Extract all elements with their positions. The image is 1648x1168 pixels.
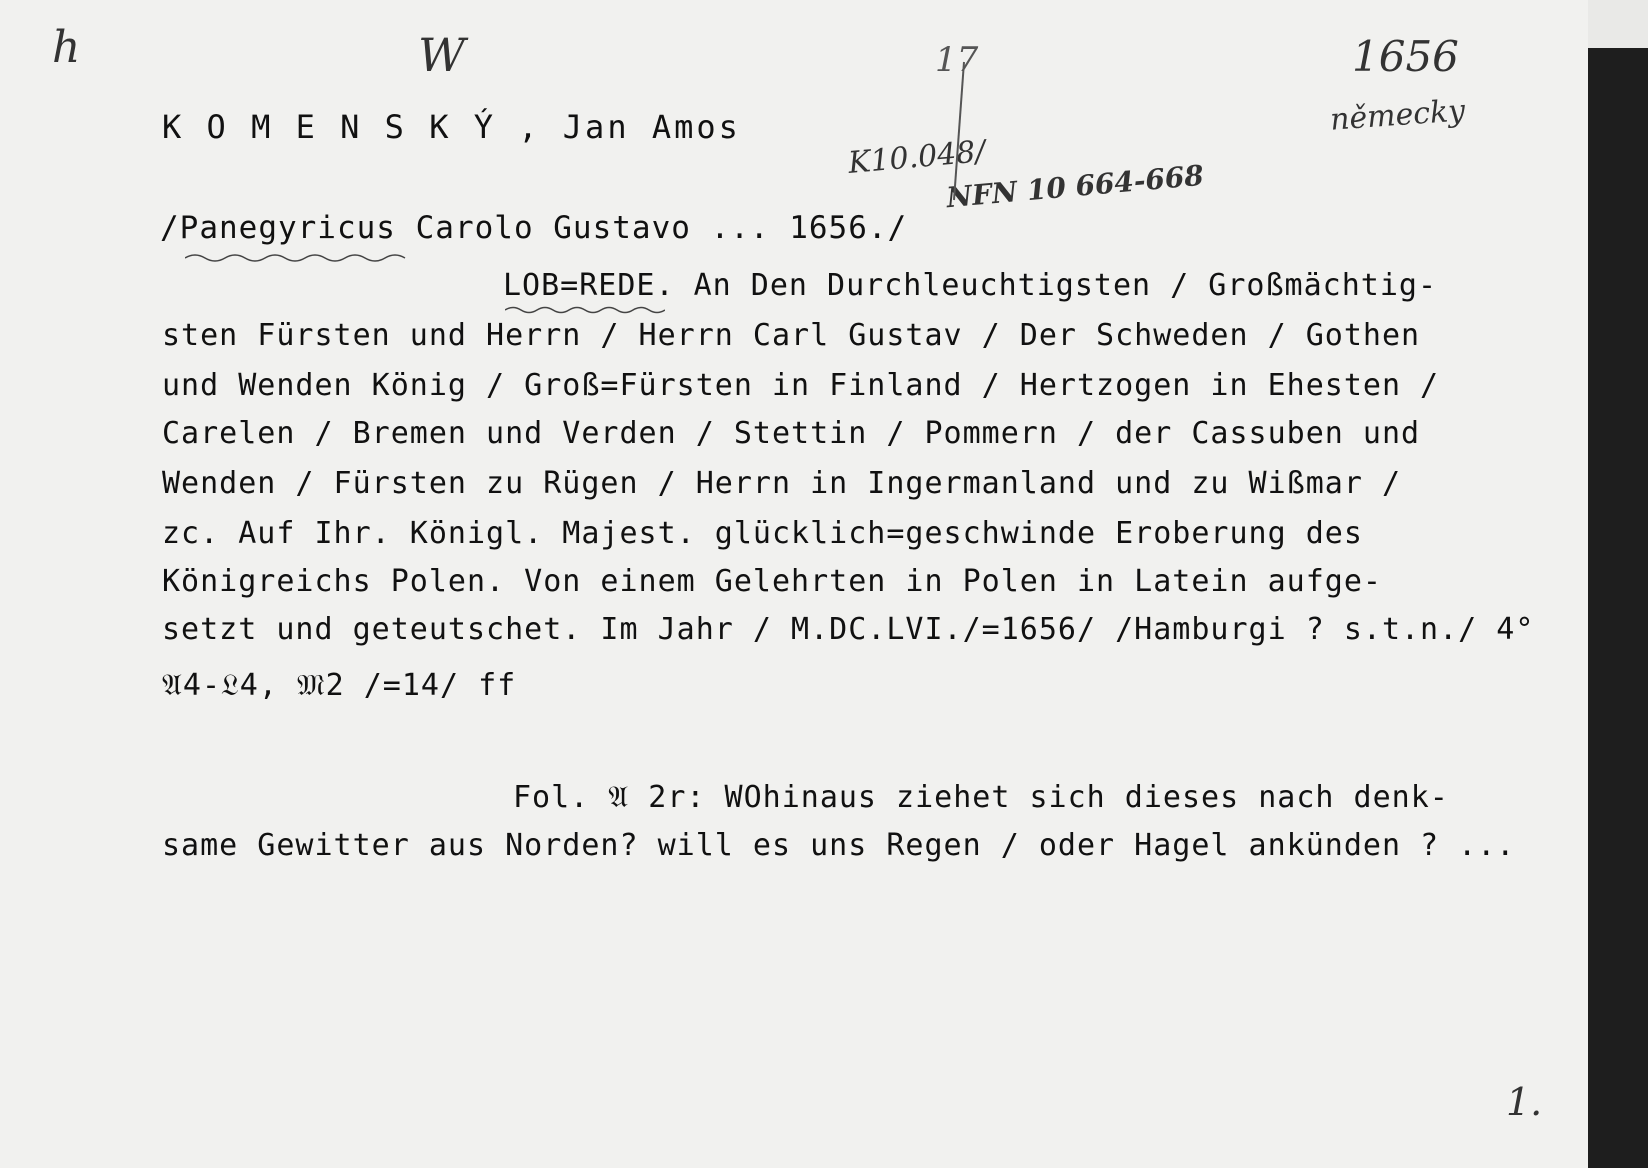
uniform-title: /Panegyricus Carolo Gustavo ... 1656./ <box>160 210 908 246</box>
body-line: Wenden / Fürsten zu Rügen / Herrn in Ingermanland und zu Wißmar / <box>162 466 1401 501</box>
body-line: Carelen / Bremen und Verden / Stettin / Pommern / der Cassuben und <box>162 416 1421 451</box>
lobrede-underline <box>505 305 665 315</box>
handwritten-shelfmark-1: K10.048/ <box>846 134 987 181</box>
handwritten-shelfmark-2: NFN 10 664-668 <box>945 158 1205 215</box>
scan-border <box>1588 0 1648 1168</box>
body-line: setzt und geteutschet. Im Jahr / M.DC.LVI./=1656/ /Hamburgi ? s.t.n./ 4° <box>162 612 1535 647</box>
body-line: und Wenden König / Groß=Fürsten in Finland / Hertzogen in Ehesten / <box>162 368 1440 403</box>
body-line: LOB=REDE. An Den Durchleuchtigsten / Großmächtig- <box>503 268 1438 303</box>
title-underline <box>185 252 415 264</box>
handwritten-mark-h: h <box>52 22 81 73</box>
handwritten-year: 1656 <box>1352 32 1459 81</box>
pen-stroke <box>944 60 974 210</box>
body-line: Königreichs Polen. Von einem Gelehrten in Polen in Latein aufge- <box>162 564 1382 599</box>
incipit-line: Fol. 𝔄 2r: WOhinaus ziehet sich dieses nach denk- <box>513 780 1449 815</box>
handwritten-mark-w: W <box>418 28 466 82</box>
body-line: zc. Auf Ihr. Königl. Majest. glücklich=geschwinde Eroberung des <box>162 516 1363 551</box>
author-heading: K O M E N S K Ý , Jan Amos <box>162 108 741 146</box>
scan-border-top <box>1588 0 1648 48</box>
handwritten-language: německy <box>1328 93 1467 138</box>
incipit-line: same Gewitter aus Norden? will es uns Regen / oder Hagel ankünden ? ... <box>162 828 1516 863</box>
collation: 𝔄4-𝔏4, 𝔐2 /=14/ ff <box>162 668 517 703</box>
handwritten-mark-17: 17 <box>935 40 979 80</box>
body-line: sten Fürsten und Herrn / Herrn Carl Gustav / Der Schweden / Gothen <box>162 318 1421 353</box>
handwritten-card-number: 1. <box>1506 1080 1543 1124</box>
